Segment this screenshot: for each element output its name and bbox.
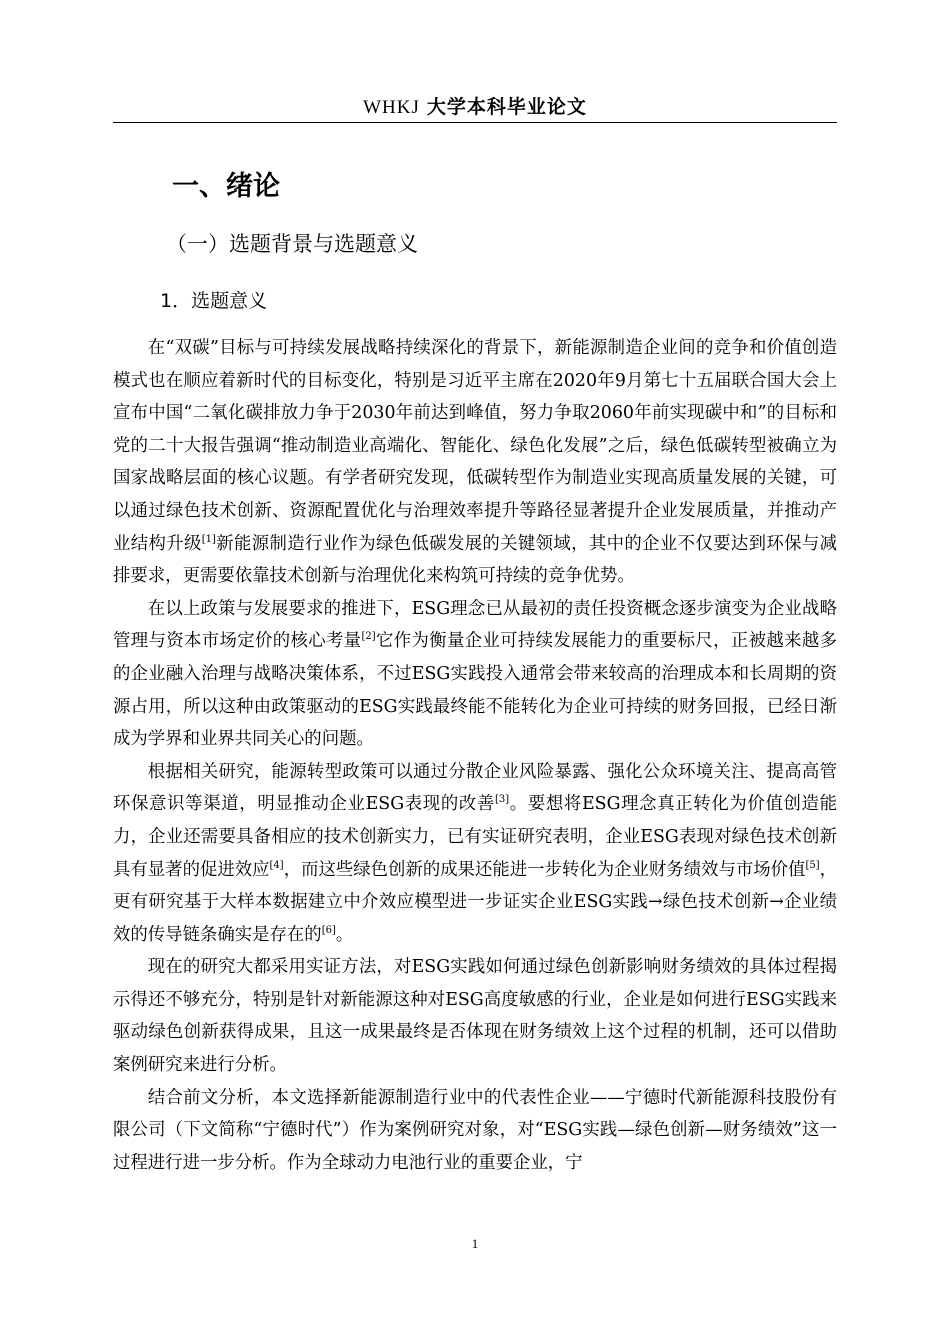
paragraph-text: ，更有研究基于大样本数据建立中介效应模型进一步证实企业ESG实践→绿色技术创新→企业绩效的传导链条确实是存在的 (113, 859, 838, 945)
paragraph-text: 新能源制造行业作为绿色低碳发展的关键领域，其中的企业不仅要达到环保与减排要求，更需要依靠技术创新与治理优化来构筑可持续的竞争优势。 (113, 533, 837, 587)
citation-ref[interactable]: [2] (361, 631, 376, 643)
paragraph-text: 它作为衡量企业可持续发展能力的重要标尺，正被越来越多的企业融入治理与战略决策体系，不过ESG实践投入通常会带来较高的治理成本和长周期的资源占用，所以这种由政策驱动的ESG实践最终能不能转化为企业可持续的财务回报，已经日渐成为学界和业界共同关心的问题。 (113, 631, 837, 750)
citation-ref[interactable]: [5] (805, 859, 820, 871)
paragraph-text: ，而这些绿色创新的成果还能进一步转化为企业财务绩效与市场价值 (283, 859, 806, 880)
header-rule (113, 122, 837, 123)
paragraph-text: 在“双碳”目标与可持续发展战略持续深化的背景下，新能源制造企业间的竞争和价值创造模式也在顺应着新时代的目标变化，特别是习近平主席在2020年9月第七十五届联合国大会上宣布中国“二氧化碳排放力争于2030年前达到峰值，努力争取2060年前实现碳中和”的目标和党的二十大报告强调“推动制造业高端化、智能化、绿色化发展”之后，绿色低碳转型被确立为国家战略层面的核心议题。有学者研究发现，低碳转型作为制造业实现高质量发展的关键，可以通过绿色技术创新、资源配置优化与治理效率提升等路径显著提升企业发展质量，并推动产业结构升级 (113, 338, 837, 554)
citation-ref[interactable]: [6] (321, 924, 336, 936)
subsection-heading: 1．选题意义 (160, 290, 268, 312)
paragraph-text: 。 (335, 924, 354, 945)
paragraph-3 (113, 756, 837, 952)
header-latin: WHKJ (363, 97, 420, 118)
paragraph-2 (113, 593, 837, 756)
running-header (113, 92, 837, 119)
section-heading: （一）选题背景与选题意义 (166, 232, 418, 256)
paragraph-1 (113, 332, 837, 593)
paragraph-text: 现在的研究大都采用实证方法，对ESG实践如何通过绿色创新影响财务绩效的具体过程揭示得还不够充分，特别是针对新能源这种对ESG高度敏感的行业，企业是如何进行ESG实践来驱动绿色创新获得成果，且这一成果最终是否体现在财务绩效上这个过程的机制，还可以借助案例研究来进行分析。 (113, 957, 837, 1076)
paragraph-text: 根据相关研究，能源转型政策可以通过分散企业风险暴露、强化公众环境关注、提高高管环保意识等渠道，明显推动企业ESG表现的改善 (113, 761, 837, 815)
page-number: 1 (471, 1236, 479, 1251)
paragraph-text: 在以上政策与发展要求的推进下，ESG理念已从最初的责任投资概念逐步演变为企业战略管理与资本市场定价的核心考量 (113, 598, 837, 652)
header-title: 大学本科毕业论文 (426, 96, 587, 118)
body-text (113, 332, 837, 1179)
paragraph-text: 。要想将ESG理念真正转化为价值创造能力，企业还需要具备相应的技术创新实力，已有实证研究表明，企业ESG表现对绿色技术创新具有显著的促进效应 (113, 794, 837, 880)
citation-ref[interactable]: [4] (269, 859, 284, 871)
chapter-heading: 一、绪论 (172, 171, 280, 202)
paragraph-text: 结合前文分析，本文选择新能源制造行业中的代表性企业——宁德时代新能源科技股份有限公司（下文简称“宁德时代”）作为案例研究对象，对“ESG实践—绿色创新—财务绩效”这一过程进行进一步分析。作为全球动力电池行业的重要企业，宁 (113, 1087, 837, 1173)
citation-ref[interactable]: [3] (494, 794, 510, 806)
paragraph-4 (113, 951, 837, 1081)
paragraph-5 (113, 1082, 837, 1180)
citation-ref[interactable]: [1] (201, 533, 216, 545)
